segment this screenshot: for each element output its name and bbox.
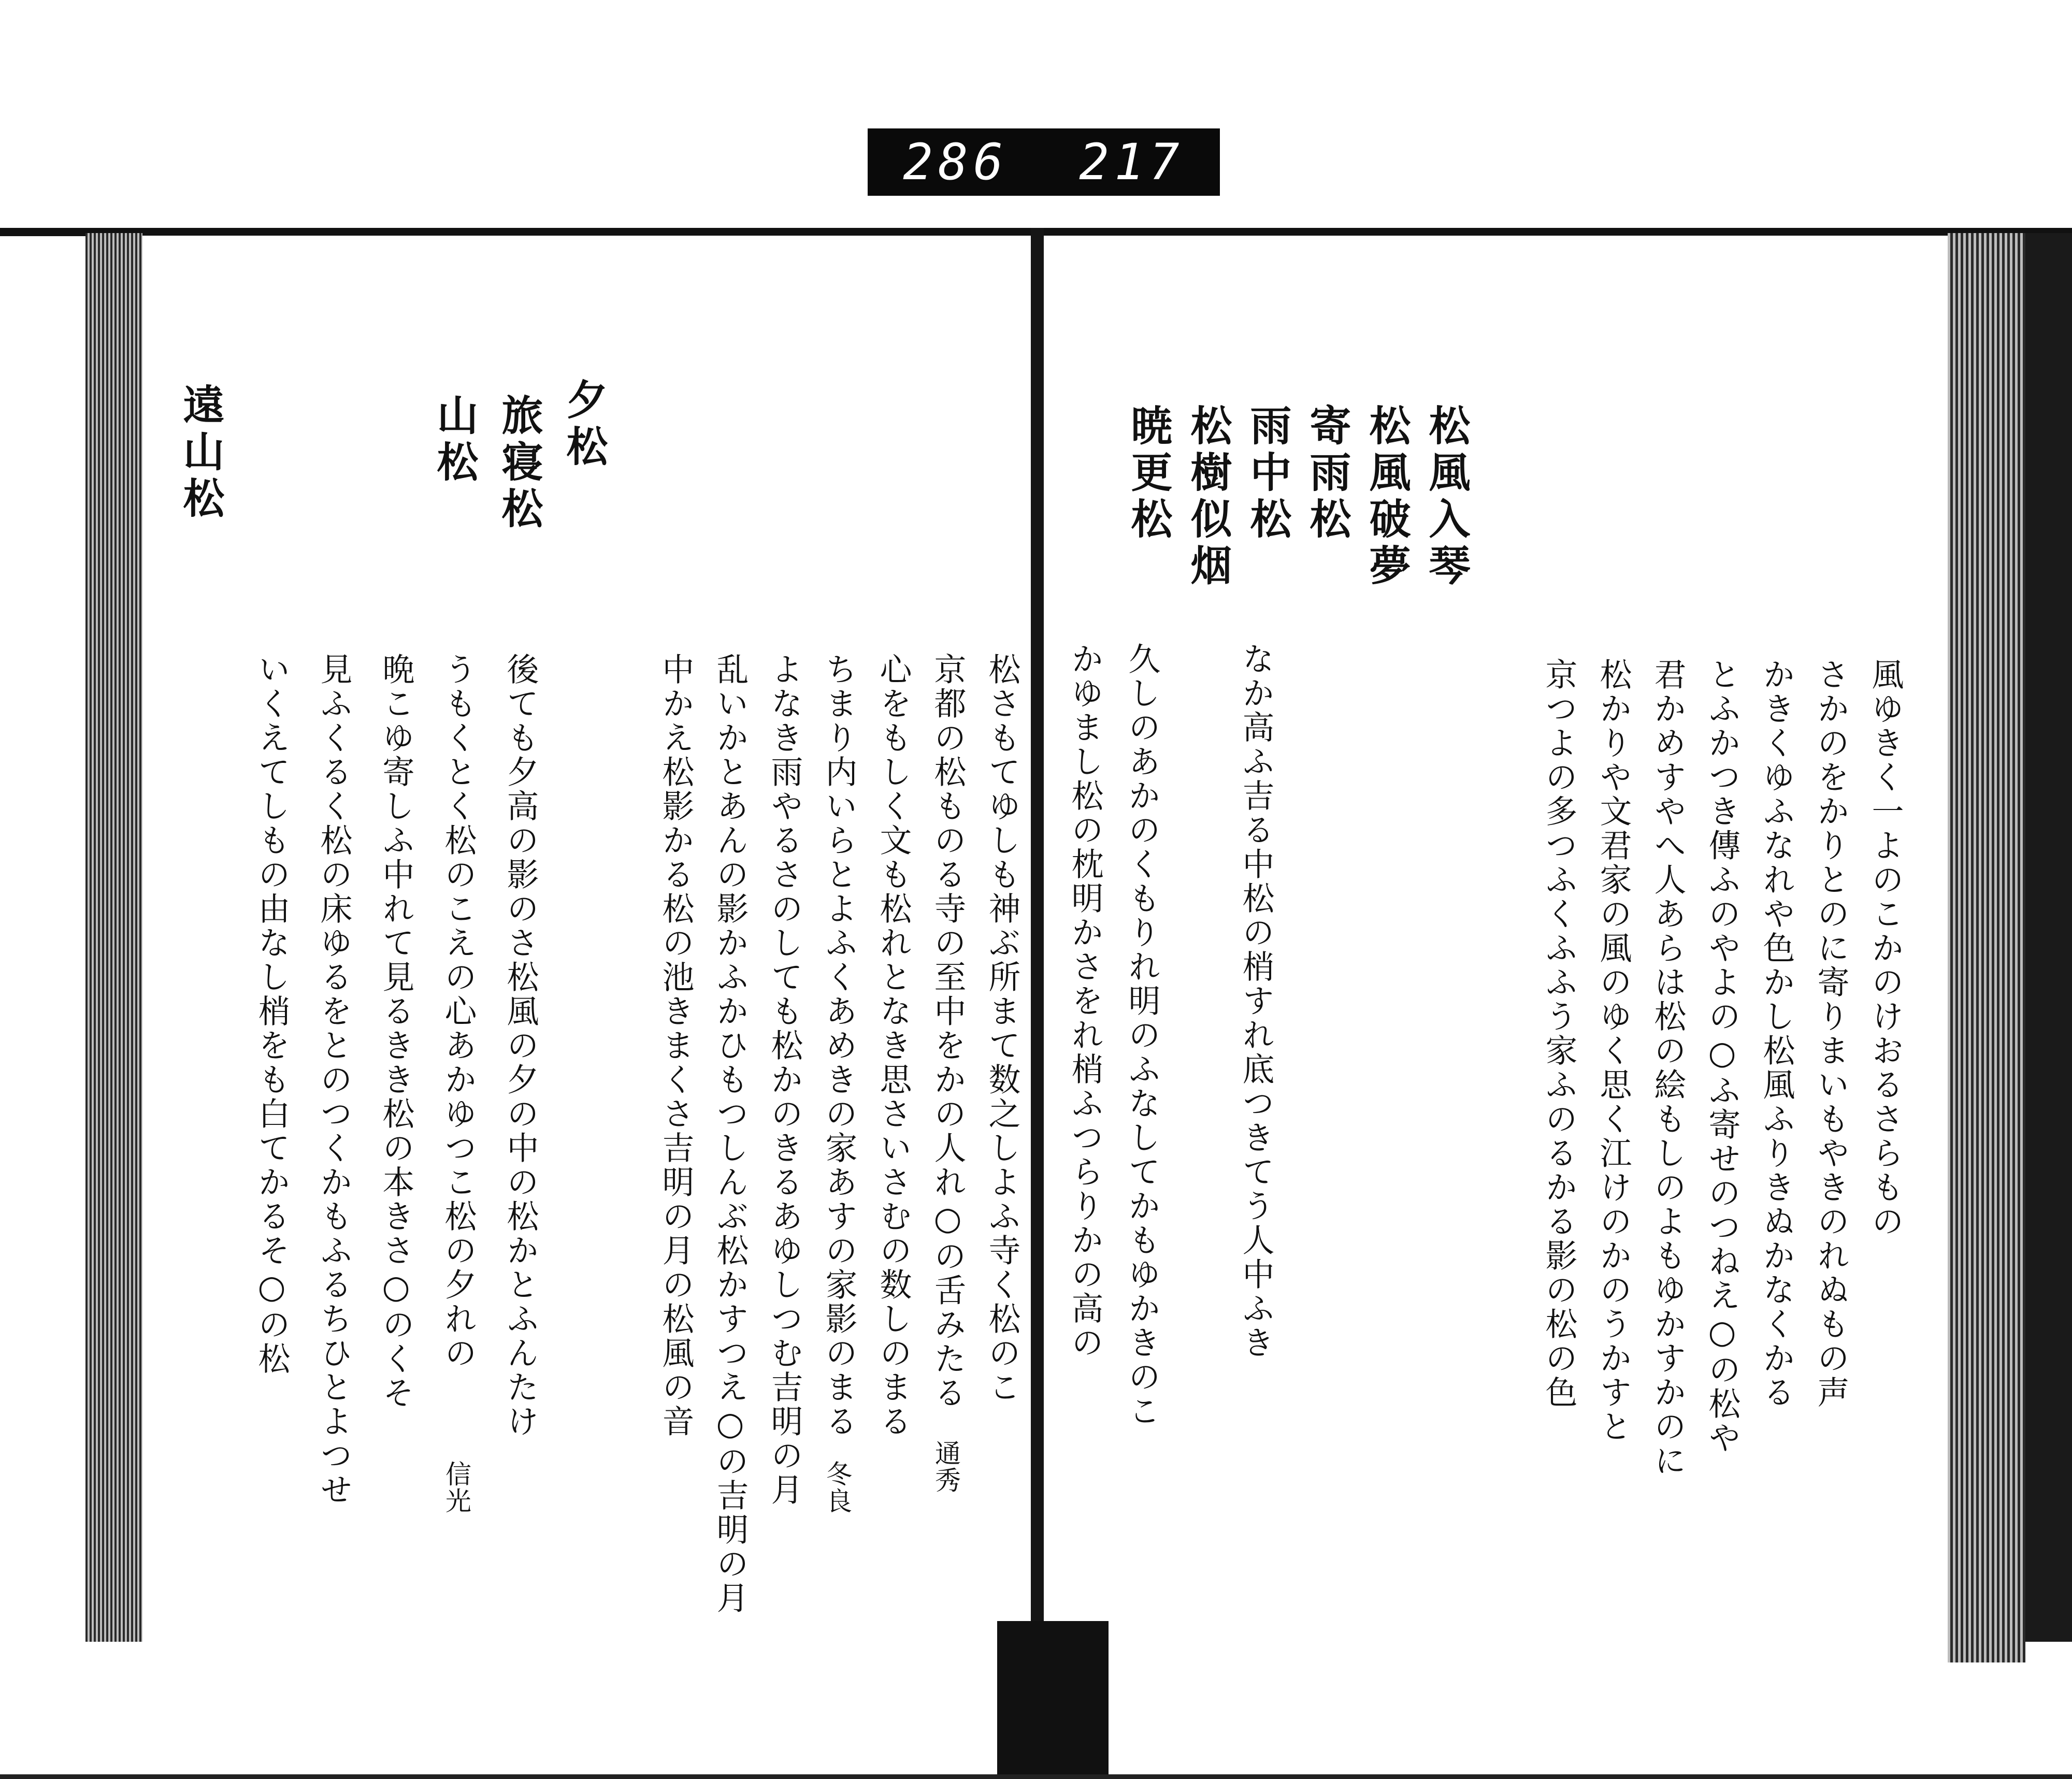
frame-number-left: 286	[903, 133, 1009, 191]
poem-column: 京つよの多つふくふふう家ふのるかる影の松の色	[1540, 658, 1578, 1410]
poem-column: 心をもしく文も松れとなき思さいさむの数しのまる	[874, 653, 912, 1439]
poet-name: 信光	[441, 1460, 471, 1514]
poem-column: 久しのあかのくもりれ明のふなしてかもゆかきのこ	[1123, 642, 1161, 1428]
poet-name: 通秀	[931, 1440, 961, 1494]
poem-column: ちまり内いらとよふくあめきの家あすの家影のまる	[820, 653, 858, 1439]
poem-column: なか高ふ吉る中松の梢すれ底つきてう人中ふき	[1237, 642, 1275, 1360]
topic-title: 旅寝松	[495, 394, 543, 533]
poem-column: うもくとく松のこえの心あかゆつこ松の夕れの	[439, 653, 477, 1370]
poem-column: いくえてしもの由なし梢をも白てかるそ○の松	[253, 653, 291, 1376]
poem-column: 京都の松ものる寺の至中をかの人れ○の舌みたる	[929, 653, 967, 1410]
poem-column: さかのをかりとのに寄りまいもやきのれぬもの声	[1812, 658, 1850, 1410]
poem-column: 君かめすやへ人あらは松の絵もしのよもゆかすかのに	[1649, 658, 1687, 1478]
topic-title: 暁更松	[1124, 404, 1173, 544]
poem-column: 後ても夕高の影のさ松風の夕の中の松かとふんたけ	[501, 653, 539, 1439]
topic-title: 遠山松	[176, 383, 225, 523]
poem-column: 見ふくるく松の床ゆるをとのつくかもふるちひとよつせ	[315, 653, 353, 1507]
topic-title: 山松	[430, 394, 479, 487]
topic-title: 松風破夢	[1362, 404, 1411, 590]
book-gutter	[1031, 228, 1044, 1626]
topic-title: 寄雨松	[1303, 404, 1351, 544]
poet-name: 冬良	[822, 1460, 852, 1514]
book-edge-right	[1948, 233, 2025, 1662]
frame-number-right: 217	[1079, 133, 1185, 191]
poem-column: 乱いかとあんの影かふかひもつしんぶ松かすつえ○の吉明の月	[711, 653, 749, 1615]
poem-column: 松さもてゆしも神ぶ所まて数之しよふ寺く松のこ	[983, 653, 1021, 1405]
poem-column: かきくゆふなれや色かし松風ふりきぬかなくかる	[1758, 658, 1795, 1410]
topic-title: 松樹似烟	[1184, 404, 1232, 590]
book-gutter-base	[997, 1621, 1109, 1779]
poem-column: 晩こゆ寄しふ中れて見るきき松の本きさ○のくそ	[377, 653, 415, 1410]
topic-title: 夕松	[559, 378, 608, 471]
poem-column: かゆまし松の枕明かさをれ梢ふつらりかの高の	[1066, 642, 1104, 1360]
book-shadow-right	[2025, 233, 2072, 1642]
topic-title: 雨中松	[1243, 404, 1292, 544]
poem-column: 中かえ松影かる松の池きまくさ吉明の月の松風の音	[657, 653, 695, 1439]
film-frame-bottom	[0, 1774, 2072, 1779]
poem-column: 松かりや文君家の風のゆく思く江けのかのうかすと	[1594, 658, 1632, 1444]
topic-title: 松風入琴	[1422, 404, 1471, 590]
poem-column: とふかつき傳ふのやよの○ふ寄せのつねえ○の松や	[1703, 658, 1741, 1455]
poem-column: よなき雨やるさのしても松かのきるあゆしつむ吉明の月	[766, 653, 803, 1507]
frame-number-label	[868, 128, 1220, 196]
poem-column: 風ゆきく一よのこかのけおるさらもの	[1866, 658, 1904, 1239]
book-edge-left	[85, 233, 142, 1642]
